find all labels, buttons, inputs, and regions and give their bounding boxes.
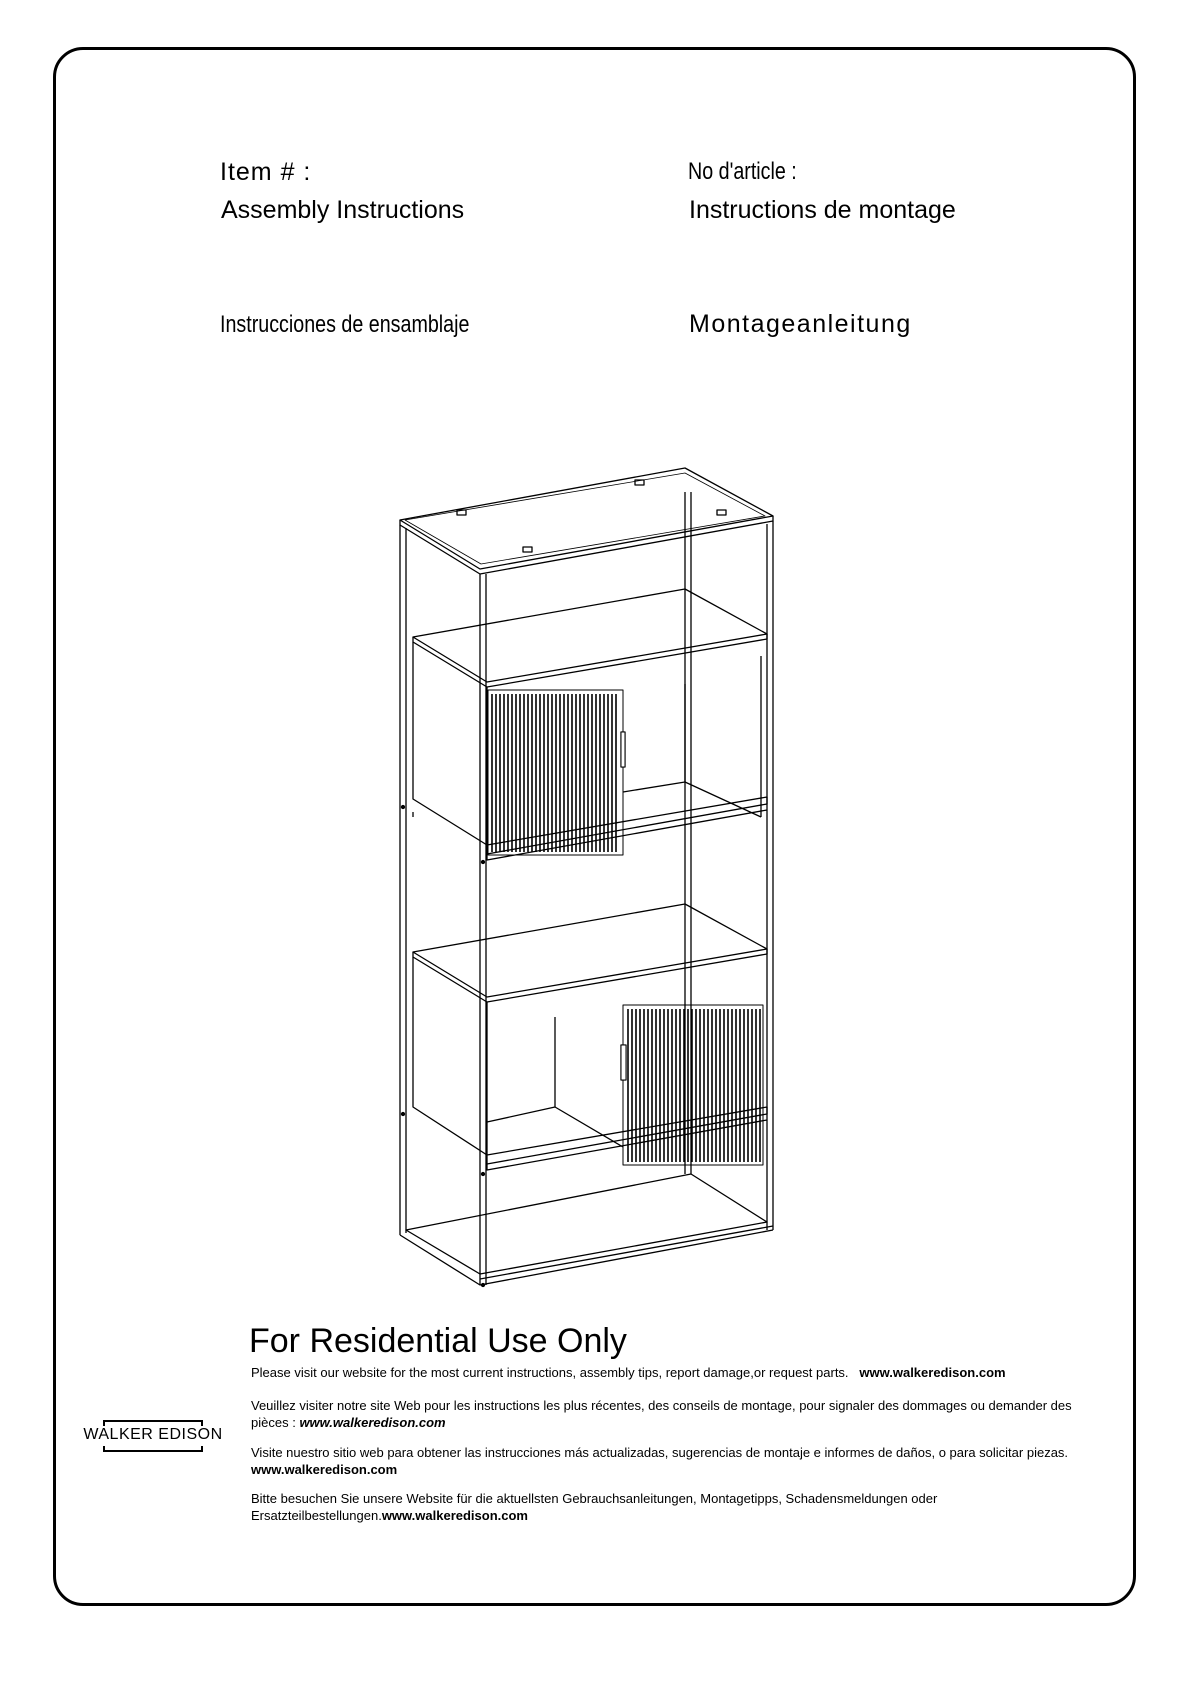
notice-de [251, 1490, 1111, 1524]
notice-de-text: Bitte besuchen Sie unsere Website für die aktuellsten Gebrauchsanleitungen, Montagetipps, Schadensmeldungen oder Ersatzteilbestellungen. [251, 1491, 938, 1523]
logo-tick [103, 1446, 105, 1452]
assembly-instructions-es: Instrucciones de ensamblaje [220, 311, 470, 338]
website-link-es[interactable]: www.walkeredison.com [251, 1462, 398, 1477]
assembly-instructions-fr: Instructions de montage [689, 196, 956, 224]
logo-bottom-rule [103, 1450, 203, 1452]
logo-tick [201, 1446, 203, 1452]
residential-use-title: For Residential Use Only [249, 1322, 627, 1360]
item-number-label-fr: No d'article : [688, 158, 797, 185]
website-link-de[interactable]: www.walkeredison.com [381, 1508, 528, 1523]
notice-es [251, 1444, 1111, 1478]
assembly-instructions-de: Montageanleitung [689, 310, 912, 338]
notice-fr-text: Veuillez visiter notre site Web pour les instructions les plus récentes, des conseils de montage, pour signaler des dommages ou demander des pièces : [251, 1398, 1072, 1430]
bookshelf-illustration [395, 462, 775, 1292]
item-number-label: Item # : [220, 158, 312, 186]
walker-edison-logo [83, 1420, 223, 1452]
notice-fr [251, 1397, 1111, 1431]
website-link-fr[interactable]: www.walkeredison.com [299, 1415, 446, 1430]
logo-top-rule [103, 1420, 203, 1422]
notice-es-text: Visite nuestro sitio web para obtener las instrucciones más actualizadas, sugerencias de montaje e informes de daños, o para solicitar piezas. [251, 1445, 1069, 1460]
logo-brand-text: WALKER EDISON [83, 1426, 223, 1443]
website-link-en[interactable]: www.walkeredison.com [859, 1365, 1006, 1380]
assembly-instructions-en: Assembly Instructions [221, 196, 465, 224]
notice-en [251, 1364, 1111, 1381]
notice-en-text: Please visit our website for the most current instructions, assembly tips, report damage,or request parts. [251, 1365, 849, 1380]
